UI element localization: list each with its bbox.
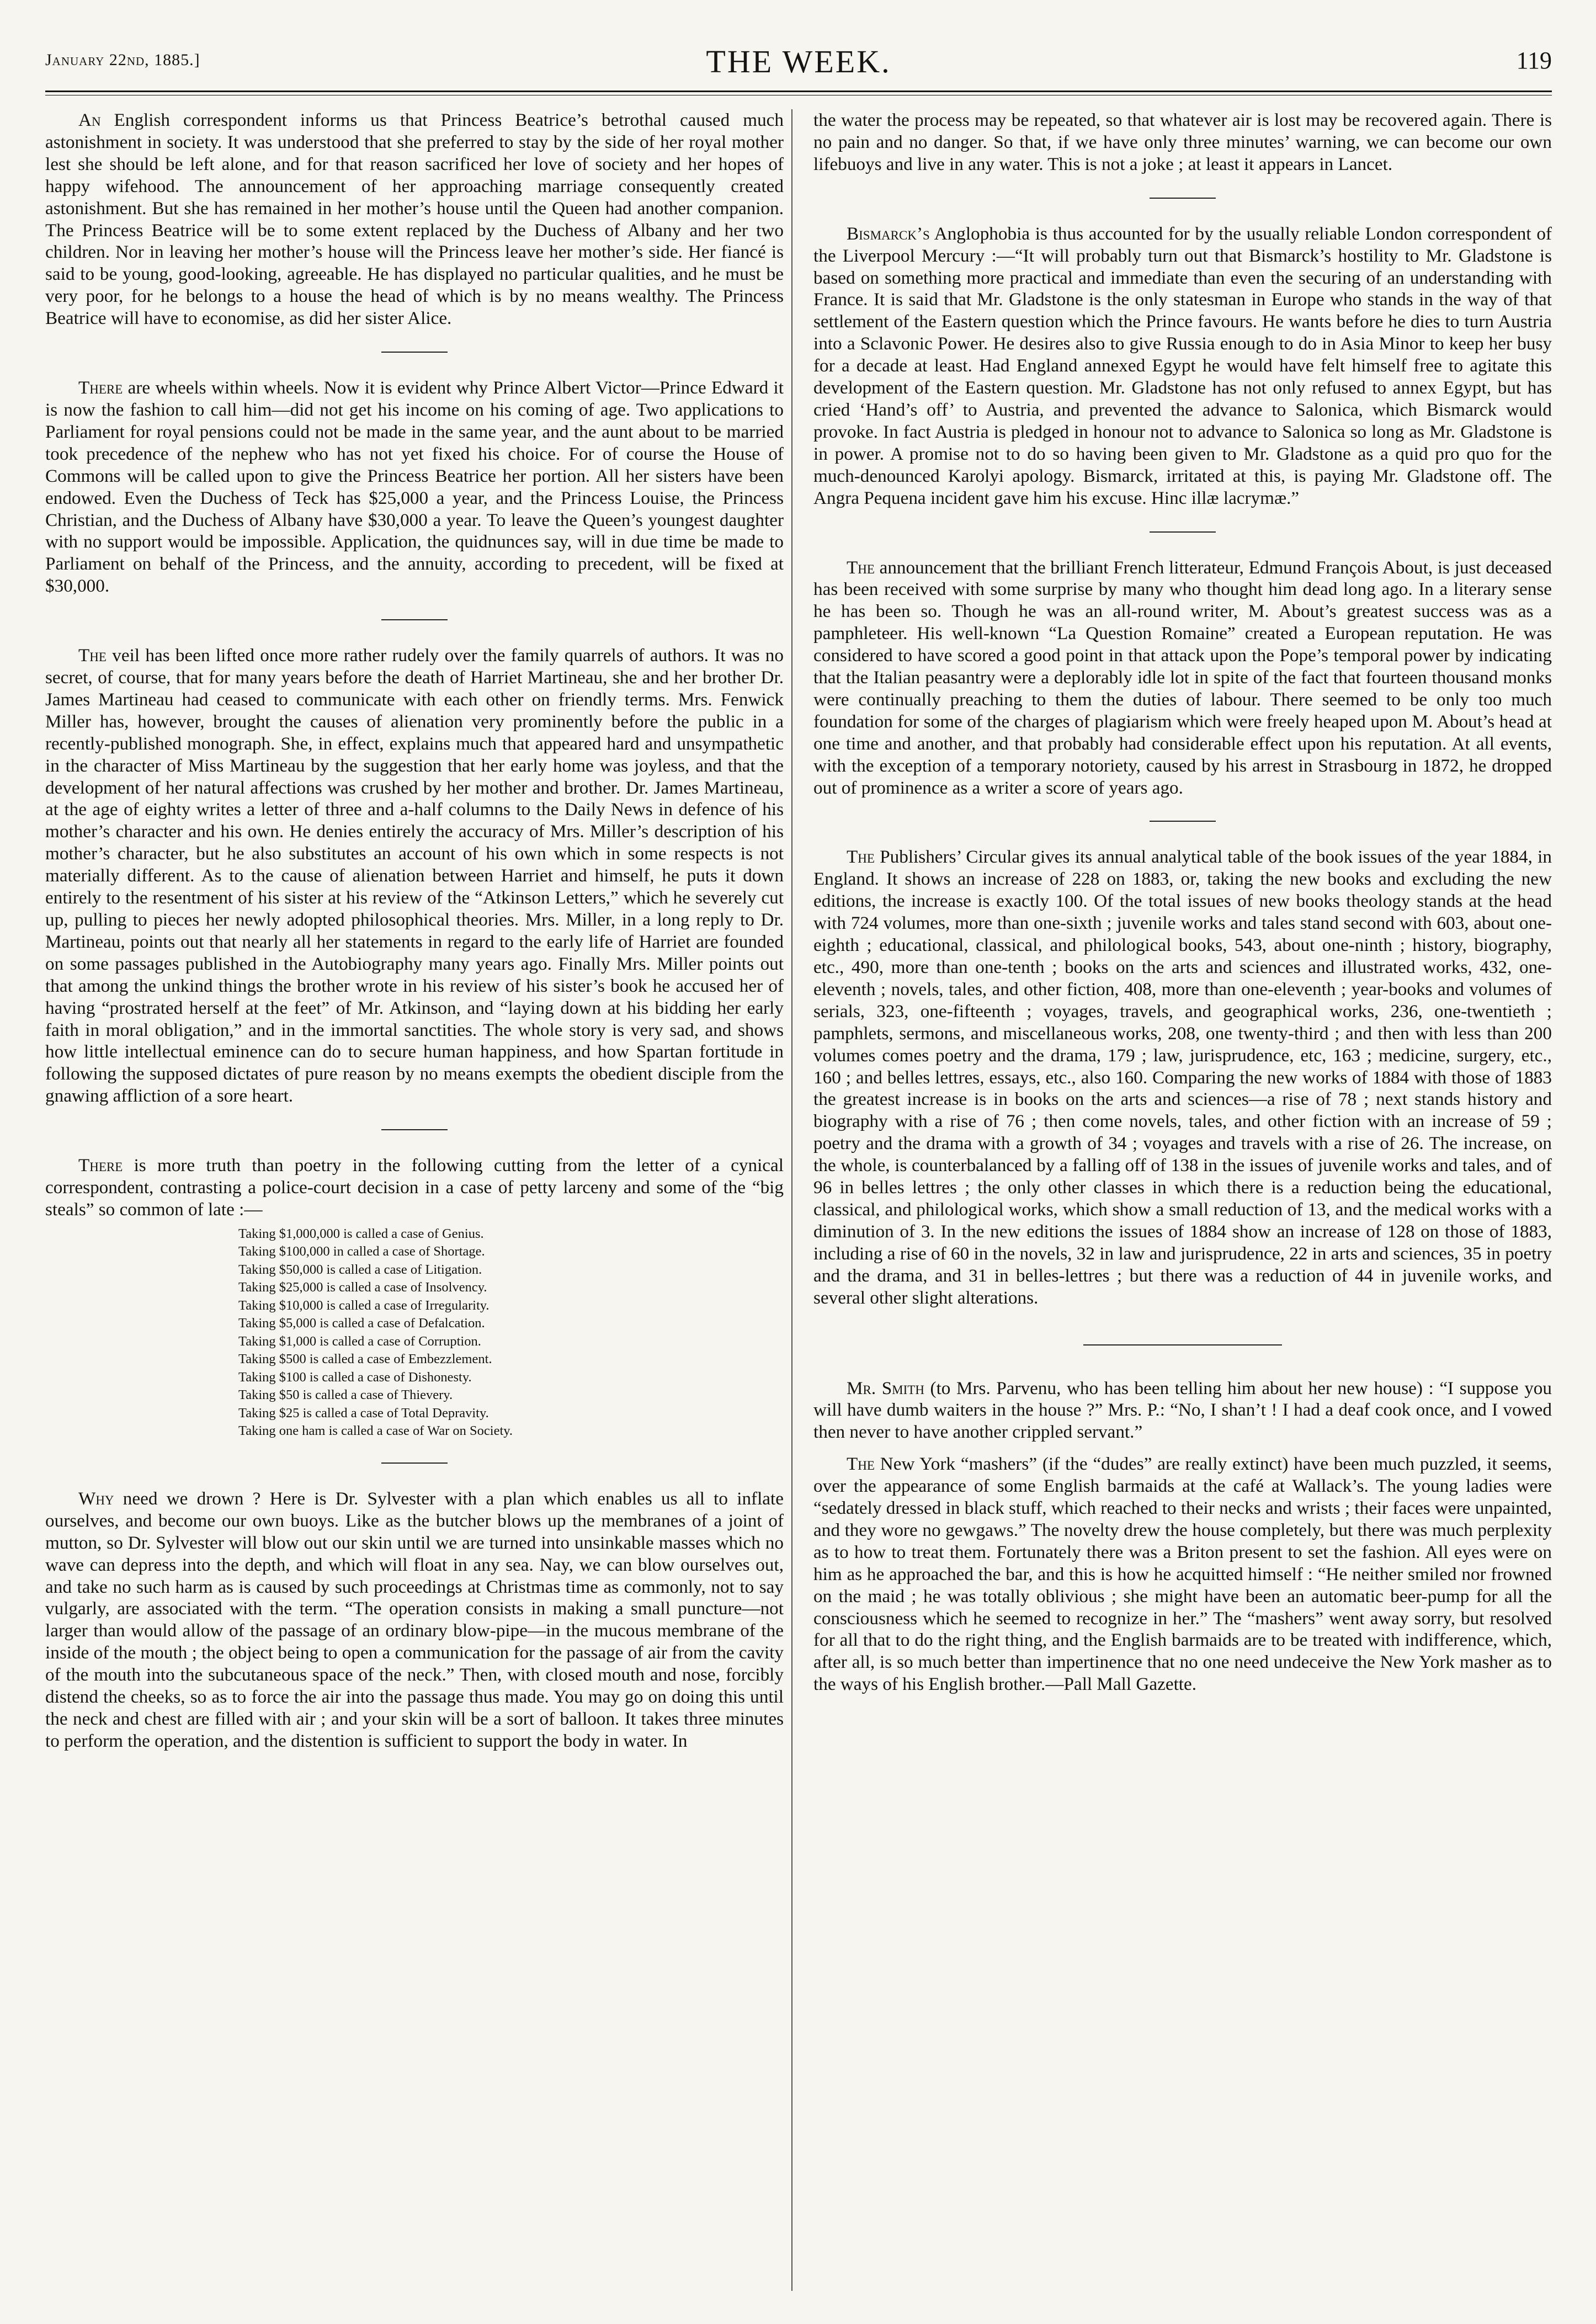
article-princess-beatrice [45,109,784,329]
article-martineau [45,645,784,1107]
column-right [791,109,1552,2291]
list-item: Taking $1,000 is called a case of Corruption. [238,1333,481,1349]
article-body: need we drown ? Here is Dr. Sylvester with a plan which enables us all to inflate ourselves, and become our own buoys. Like as the butcher blows up the membranes of a joint of mutton, so Dr. Sylvester will blow out our skin until we are turned into unsinkable masses which no wave can depress into the depth, and which will float in any sea. Nay, we can blow ourselves out, and take no such harm as is caused by such proceedings at Christmas time as commonly, not to say vulgarly, are associated with the term. “The operation consists in making a small puncture—not larger than would allow of the passage of an ordinary blow-pipe—in the mucous membrane of the inside of the mouth ; the object being to open a communication for the passage of air from the cavity of the mouth into the subcutaneous space of the neck.” Then, with closed mouth and nose, forcibly distend the cheeks, so as to force the air into the passage thus made. You may go on doing this until the neck and chest are filled with air ; and your skin will be a sort of balloon. It takes three minutes to perform the operation, and the distention is sufficient to support the body in water. In [45,1488,784,1751]
article-mashers [813,1453,1552,1695]
section-divider [1083,1344,1282,1346]
article-sylvester-continued [813,109,1552,176]
article-body: New York “mashers” (if the “dudes” are really extinct) have been much puzzled, it seems, over the appearance of some English barmaids at the café at Wallack’s. The young ladies were “sedately dressed in black stuff, which reached to their necks and wrists ; their faces were unpainted, and they wore no gewgaws.” The novelty drew the house completely, but there was much perplexity as to how to treat them. Fortunately there was a Briton present to set the fashion. All eyes were on him as he approached the bar, and this is how he acquitted himself : “He neither smiled nor frowned on the maid ; he was totally oblivious ; she might have been an automatic beer-pump for all the consciousness which he seemed to recognize in her.” The “mashers” went away sorry, but resolved for all that to do the right thing, and the English barmaids are to be treated with indifference, which, after all, is so much better than impertinence that no one need undeceive the New York masher as to the ways of his English brother.—Pall Mall Gazette. [813,1454,1552,1695]
article-edmund-about [813,557,1552,799]
article-body: English correspondent informs us that Princess Beatrice’s betrothal caused much astonishment in society. It was understood that she preferred to stay by the side of her royal mother lest she should be left alone, and for that reason sacrificed her love of society and her hopes of happy wifehood. The announcement of her approaching marriage consequently created astonishment. But she has remained in her mother’s house until the Queen had another companion. The Princess Beatrice will be to some extent replaced by the Duchess of Albany and her two children. Nor in leaving her mother’s house will the Princess leave her mother’s side. Her fiancé is said to be young, good-looking, agreeable. He has displayed no particular qualities, and he must be very poor, for he belongs to a house the head of which is by no means wealthy. The Princess Beatrice will have to economise, as did her sister Alice. [45,110,784,329]
lead-word: Mr. Smith [847,1378,924,1398]
lead-word: There [78,1155,123,1176]
list-item: Taking $25 is called a case of Total Depravity. [238,1405,489,1421]
list-item: Taking $1,000,000 is called a case of Genius. [238,1226,484,1241]
article-big-steals [45,1155,784,1221]
article-body: Publishers’ Circular gives its annual analytical table of the book issues of the year 1884, in England. It shows an increase of 228 on 1883, or, taking the new books and excluding the new editions, the increase is exactly 100. Of the total issues of new books theology stands at the head with 724 volumes, more than one-sixth ; juvenile works and tales stand second with 603, about one-eighth ; educational, classical, and philological books, 543, about one-ninth ; history, biography, etc., 490, more than one-tenth ; books on the arts and sciences and illustrated works, 432, one-eleventh ; novels, tales, and other fiction, 408, more than one-eleventh ; year-books and volumes of serials, 323, one-fifteenth ; voyages, travels, and geographical works, 236, one-twentieth ; pamphlets, sermons, and miscellaneous works, 208, one twenty-third ; and then with less than 200 volumes comes poetry and the drama, 179 ; law, jurisprudence, etc, 163 ; medicine, surgery, etc., 160 ; and belles lettres, essays, etc., also 160. Comparing the new works of 1884 with those of 1883 the greatest increase is in books on the arts and sciences—a rise of 78 ; next stands history and biography with a rise of 76 ; then come novels, tales, and other fiction with an increase of 59 ; poetry and the drama with a growth of 34 ; voyages and travels with a rise of 26. The increase, on the whole, is counterbalanced by a falling off of 138 in the issues of juvenile works and tales, and of 96 in belles lettres ; the only other classes in which there is a reduction being the educational, classical, and philological works, which show a small reduction of 13, and the medical works with a diminution of 3. In the new editions the issues of 1884 show an increase of 128 on those of 1883, including a rise of 60 in the novels, 32 in law and jurisprudence, 22 in arts and sciences, 35 in poetry and the drama, and 31 in belles-lettres ; but there was a reduction of 44 in juvenile works, and several other slight alterations. [813,847,1552,1308]
header-rule [45,91,1552,95]
article-body: veil has been lifted once more rather rudely over the family quarrels of authors. It was no secret, of course, that for many years before the death of Harriet Martineau, she and her brother Dr. James Martineau had ceased to communicate with each other on friendly terms. Mrs. Fenwick Miller has, however, brought the causes of alienation very prominently before the public in a recently-published monograph. She, in effect, explains much that appeared hard and unsympathetic in the character of Miss Martineau by the suggestion that her early home was joyless, and that the development of her natural affections was crushed by her mother and brother. Dr. James Martineau, at the age of eighty writes a letter of three and a-half columns to the Daily News in defence of his mother’s character and his own. He denies entirely the accuracy of Mrs. Miller’s description of his mother’s character, but he also substitutes an account of his own which in some respects is not materially different. As to the cause of alienation between Harriet and himself, he puts it down entirely to the resentment of his sister at his review of the “Atkinson Letters,” which he severely cut up, pulling to pieces her newly adopted philosophical theories. Mrs. Miller, in a long reply to Dr. Martineau, points out that nearly all her statements in regard to the early life of Harriet are founded on some passages published in the Autobiography many years ago. Finally Mrs. Miller points out that among the unkind things the brother wrote in his review of his sister’s book he accused her of having “prostrated herself at the feet” of Mr. Atkinson, and “laying down at his bidding her early faith in moral obligation,” and in the immortal sanctities. The whole story is very sad, and shows how little intellectual eminence can do to secure human happiness, and how Spartan fortitude in following the supposed dictates of pure reason by no means exempts the obedient disciple from the gnawing affliction of a sore heart. [45,645,784,1107]
big-steals-list [238,1225,784,1440]
lead-word: Bismarck’s [847,223,930,244]
section-divider [381,352,448,353]
section-divider [381,1129,448,1130]
article-mr-smith [813,1378,1552,1444]
list-item: Taking $25,000 is called a case of Insolvency. [238,1280,487,1295]
list-item: Taking $50,000 is called a case of Litigation. [238,1262,482,1277]
lead-word: The [847,557,875,578]
lead-word: Why [78,1488,114,1509]
lead-word: The [78,645,107,666]
article-royal-pensions [45,377,784,597]
lead-word: The [847,847,875,868]
list-item: Taking $5,000 is called a case of Defalcation. [238,1316,485,1331]
page-header [45,43,1552,86]
section-divider [381,619,448,620]
list-item: Taking $10,000 is called a case of Irregularity. [238,1297,490,1313]
list-item: Taking $500 is called a case of Embezzlement. [238,1352,492,1367]
article-body: is more truth than poetry in the following cutting from the letter of a cynical correspondent, contrasting a police-court decision in a case of petty larceny and some of the “big steals” so common of late :— [45,1155,784,1220]
masthead-title: THE WEEK. [706,44,891,79]
list-item: Taking $100 is called a case of Dishonesty. [238,1369,472,1385]
lead-word: There [78,377,123,398]
list-item: Taking $100,000 in called a case of Shortage. [238,1244,485,1259]
paragraph-gap [813,1443,1552,1453]
section-divider [1150,198,1216,199]
list-item: Taking $50 is called a case of Thievery. [238,1387,453,1403]
section-divider [1150,821,1216,822]
article-body: the water the process may be repeated, so that whatever air is lost may be recovered again. There is no pain and no danger. So that, if we have only three minutes’ warning, we can become our own lifebuoys and live in any water. This is not a joke ; at least it appears in Lancet. [813,110,1552,174]
issue-date: January 22nd, 1885.] [45,51,200,69]
lead-word: An [78,110,101,130]
article-dr-sylvester [45,1488,784,1752]
article-body: (to Mrs. Parvenu, who has been telling him about her new house) : “I suppose you will have dumb waiters in the house ?” Mrs. P.: “No, I shan’t ! I had a deaf cook once, and I vowed then never to have another crippled servant.” [813,1378,1552,1443]
lead-word: The [847,1454,875,1475]
page-number: 119 [1516,47,1552,74]
article-body: Anglophobia is thus accounted for by the usually reliable London correspondent of the Liverpool Mercury :—“It will probably turn out that Bismarck’s hostility to Mr. Gladstone is based on something more practical and immediate than even the securing of an understanding with France. It is said that Mr. Gladstone is the only statesman in Europe who stands in the way of that settlement of the Eastern question which the Prince favours. He wants before he dies to turn Austria into a Sclavonic Power. He desires also to give Russia enough to do in Asia Minor to keep her busy for a decade at least. Had England annexed Egypt he would have felt himself free to agitate this development of the Eastern question. Mr. Gladstone has not only refused to annex Egypt, but has cried ‘Hand’s off’ to Austria, and prevented the advance to Salonica, which Bismarck would provoke. In fact Austria is pledged in honour not to advance to Salonica so long as Mr. Gladstone is in power. A promise not to do so having been given to Mr. Gladstone as a quid pro quo for the much-denounced Karolyi apology. Bismarck, irritated at this, is paying Mr. Gladstone off. The Angra Pequena incident gave him his excuse. Hinc illæ lacrymæ.” [813,223,1552,508]
article-body: are wheels within wheels. Now it is evident why Prince Albert Victor—Prince Edward it is now the fashion to call him—did not get his income on his coming of age. Two applications to Parliament for royal pensions could not be made in the same year, and the aunt about to be married took precedence of the nephew who has not yet fixed his choice. For of course the House of Commons will be called upon to give the Princess Beatrice her portion. All her sisters have been endowed. Even the Duchess of Teck has $25,000 a year, and the Princess Louise, the Princess Christian, and the Duchess of Albany have $30,000 a year. To leave the Queen’s youngest daughter with no support would be impossible. Application, the quidnunces say, will in due time be made to Parliament on behalf of the Princess, and the annuity, according to precedent, will be fixed at $30,000. [45,377,784,597]
text-columns [45,109,1552,2291]
article-body: announcement that the brilliant French litterateur, Edmund François About, is just deceased has been received with some surprise by many who thought him dead long ago. In a literary sense he has been so. Though he was an all-round writer, M. About’s greatest success was as a pamphleteer. His well-known “La Question Romaine” created a European reputation. He was considered to have scored a good point in that attack upon the Pope’s temporal power by indicating that the Italian peasantry were a deplorably idle lot in spite of the fact that fourteen thousand monks were continually preaching to them the duties of labour. There seemed to be only too much foundation for some of the charges of plagiarism which were freely heaped upon M. About’s head at one time and another, and that probably had considerable effect upon his reputation. At all events, with the exception of a temporary notoriety, caused by his arrest in Strasbourg in 1872, he dropped out of prominence as a writer a score of years ago. [813,557,1552,798]
column-left [45,109,784,2291]
section-divider [381,1463,448,1464]
article-publishers-circular [813,846,1552,1309]
section-divider [1150,531,1216,533]
list-item: Taking one ham is called a case of War on Society. [238,1423,513,1439]
article-bismarck [813,223,1552,509]
